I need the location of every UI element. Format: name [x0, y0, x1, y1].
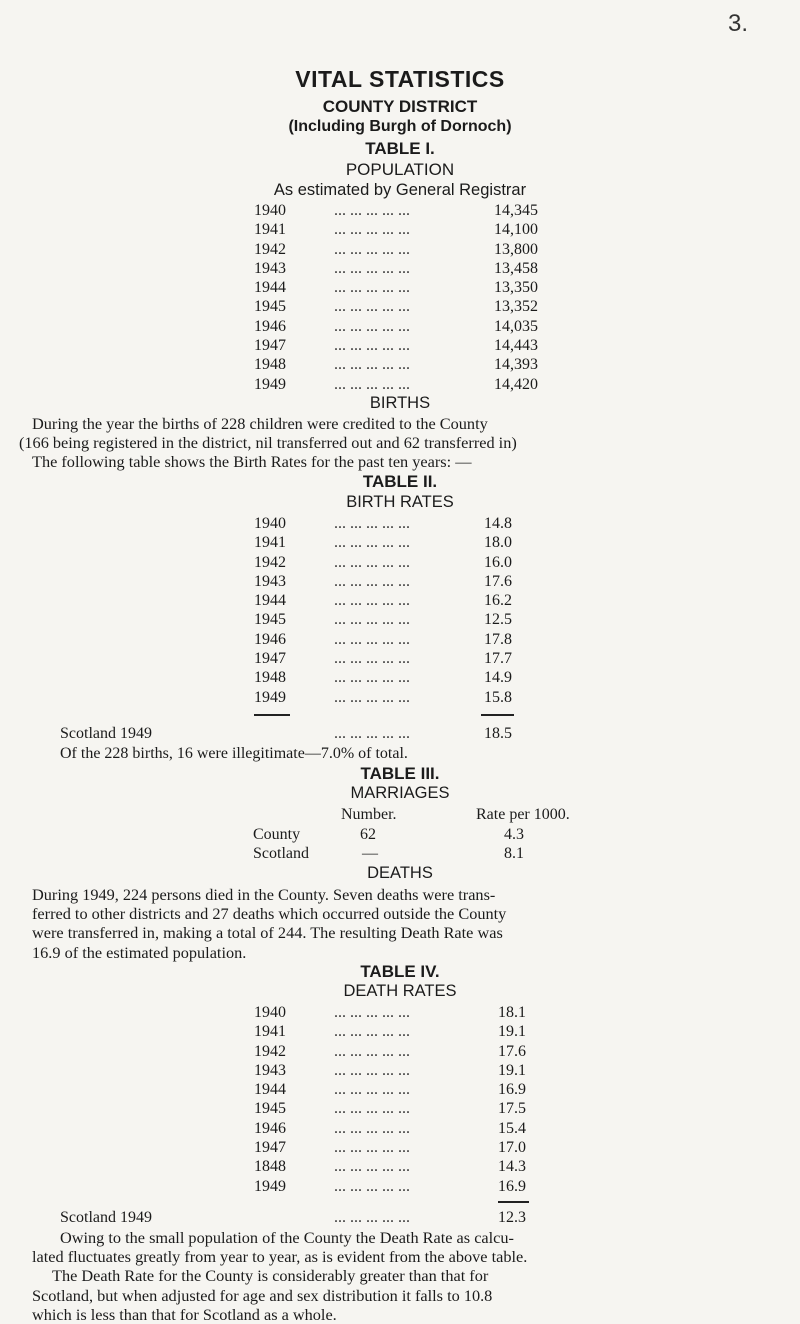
closing-paragraph: Owing to the small population of the County the Death Rate as calcu- lated fluctuates greatly from year to year, as is evident from the above table. The Death Rate for the County is considerably greater than that for Scotland, but when adjusted for age and sex distribution it falls to 10.8 which is less than that for Scotland as a whole. [32, 1228, 528, 1324]
subtitle-note: (Including Burgh of Dornoch) [288, 118, 512, 135]
table1-note: As estimated by General Registrar [273, 181, 527, 199]
table3-heading: MARRIAGES [350, 784, 450, 802]
table-row: 1940 ... ... ... ... ... 18.1 [254, 1004, 526, 1021]
marriages-row-rate: 4.3 [504, 826, 524, 843]
illegitimate-note: Of the 228 births, 16 were illegitimate—7.0% of total. [60, 745, 408, 762]
table-row: 1943 ... ... ... ... ... 19.1 [254, 1061, 526, 1079]
marriages-row-number: 62 [360, 826, 376, 843]
table-row: 1944 ... ... ... ... ... 16.9 [254, 1081, 526, 1099]
divider [498, 1201, 529, 1203]
scotland-birth-label: Scotland 1949 [60, 725, 152, 742]
table-row: 1946 ... ... ... ... ... 17.8 [254, 630, 512, 648]
births-heading: BIRTHS [369, 394, 431, 412]
table1-label: TABLE I. [365, 139, 435, 158]
page-number: 3. [728, 10, 749, 37]
table-row: 1941 ... ... ... ... ... 19.1 [254, 1023, 526, 1041]
marriages-row-name: County [253, 826, 301, 843]
deaths-heading: DEATHS [367, 864, 433, 882]
table-row: 1944 ... ... ... ... ... 16.2 [254, 592, 512, 610]
marriages-col-number: Number. [341, 806, 397, 823]
table-row: 1942 ... ... ... ... ... 17.6 [254, 1042, 526, 1060]
table-row: 1949 ... ... ... ... ... 14,420 [254, 375, 538, 393]
table-row: 1945 ... ... ... ... ... 12.5 [254, 611, 512, 629]
table3-label: TABLE III. [360, 764, 440, 783]
table-row: 1943 ... ... ... ... ... 13,458 [254, 259, 538, 277]
table1-heading: POPULATION [345, 160, 455, 179]
leader-dots: ... ... ... ... ... [334, 1209, 410, 1226]
divider [481, 714, 514, 716]
table-row: 1943 ... ... ... ... ... 17.6 [254, 572, 512, 590]
leader-dots: ... ... ... ... ... [334, 725, 410, 742]
page-title: VITAL STATISTICS [295, 66, 505, 92]
scotland-death-value: 12.3 [498, 1209, 526, 1226]
marriages-row-name: Scotland [253, 845, 309, 862]
marriages-row-number: — [362, 845, 378, 862]
births-paragraph: During the year the births of 228 children were credited to the County (166 being registered in the district, nil transferred out and 62 transferred in) The following table shows the Birth Rates for the past ten years: — [19, 414, 517, 472]
birth-rates-table [254, 515, 554, 708]
divider [254, 714, 290, 716]
deaths-paragraph: During 1949, 224 persons died in the County. Seven deaths were trans- ferred to other districts and 27 deaths which occurred outside the County were transferred in, making a total of 244. The resulting Death Rate was 16.9 of the estimated population. [32, 885, 507, 962]
table-row: 1942 ... ... ... ... ... 13,800 [254, 240, 538, 258]
table2-label: TABLE II. [362, 472, 438, 491]
table-row: 1940 ... ... ... ... ... 14,345 [254, 202, 538, 219]
table-row: 1946 ... ... ... ... ... 14,035 [254, 317, 538, 335]
table-row: 1947 ... ... ... ... ... 14,443 [254, 337, 538, 355]
table-row: 1940 ... ... ... ... ... 14.8 [254, 515, 512, 532]
marriages-row-rate: 8.1 [504, 845, 524, 862]
scotland-death-label: Scotland 1949 [60, 1209, 152, 1226]
table-row: 1942 ... ... ... ... ... 16.0 [254, 553, 512, 571]
table2-heading: BIRTH RATES [346, 493, 454, 511]
scotland-birth-value: 18.5 [484, 725, 512, 742]
table-row: 1947 ... ... ... ... ... 17.0 [254, 1139, 526, 1157]
table-row: 1941 ... ... ... ... ... 14,100 [254, 221, 538, 239]
table-row: 1944 ... ... ... ... ... 13,350 [254, 279, 538, 297]
table-row: 1945 ... ... ... ... ... 13,352 [254, 298, 538, 316]
table-row: 1949 ... ... ... ... ... 15.8 [254, 688, 512, 706]
table-row: 1946 ... ... ... ... ... 15.4 [254, 1119, 526, 1137]
table-row: 1848 ... ... ... ... ... 14.3 [254, 1158, 526, 1176]
marriages-col-rate: Rate per 1000. [476, 806, 570, 823]
table-row: 1941 ... ... ... ... ... 18.0 [254, 534, 512, 552]
table-row: 1948 ... ... ... ... ... 14,393 [254, 356, 538, 374]
table4-label: TABLE IV. [360, 962, 440, 981]
table-row: 1947 ... ... ... ... ... 17.7 [254, 650, 512, 668]
population-table [254, 202, 554, 395]
death-rates-table [254, 1004, 554, 1197]
table-row: 1948 ... ... ... ... ... 14.9 [254, 669, 512, 687]
table-row: 1945 ... ... ... ... ... 17.5 [254, 1100, 526, 1118]
table-row: 1949 ... ... ... ... ... 16.9 [254, 1177, 526, 1195]
table4-heading: DEATH RATES [343, 982, 457, 1000]
subtitle: COUNTY DISTRICT [322, 97, 478, 116]
